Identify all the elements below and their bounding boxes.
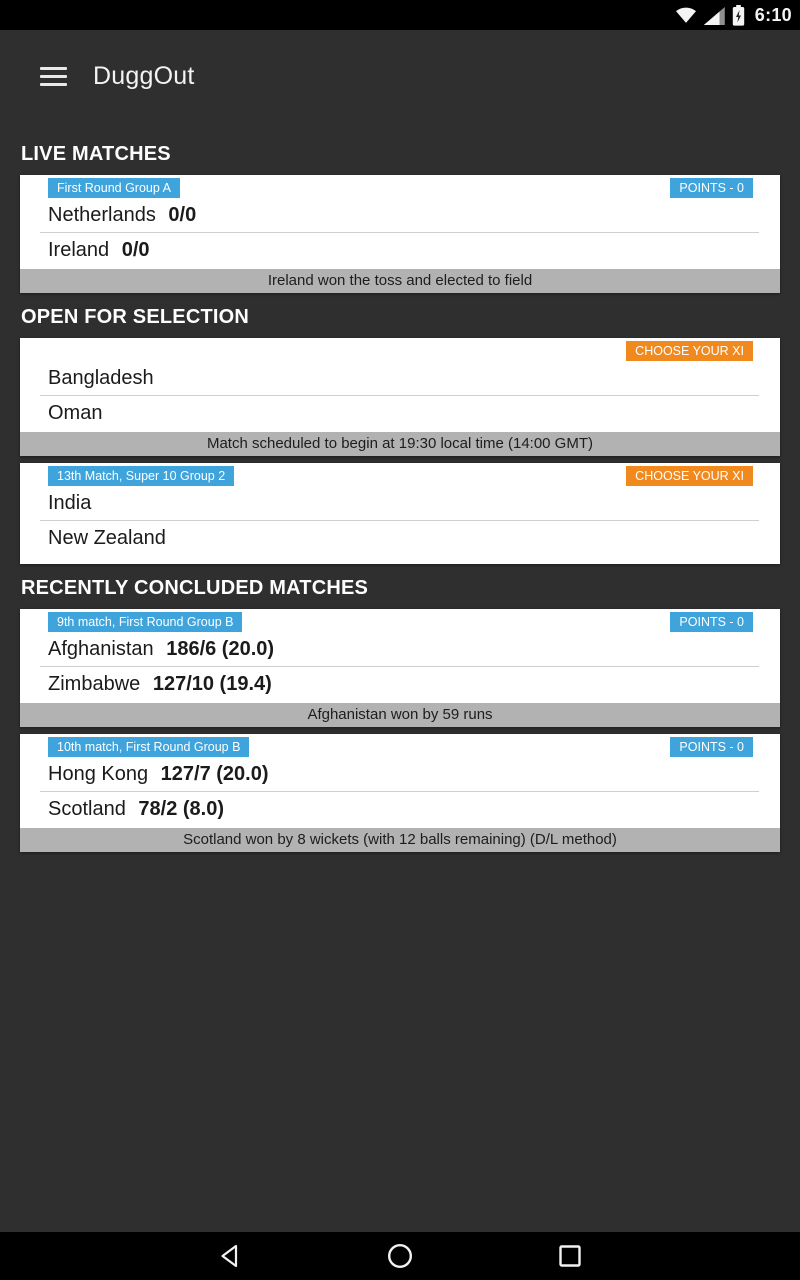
home-icon[interactable] (386, 1242, 414, 1270)
recents-icon[interactable] (556, 1242, 584, 1270)
wifi-icon (675, 6, 697, 24)
team-name: Bangladesh (48, 367, 154, 389)
team-row (20, 667, 780, 701)
match-info-badge: 10th match, First Round Group B (48, 737, 249, 757)
app-bar (0, 30, 800, 122)
status-bar (0, 0, 800, 30)
team-score: 127/10 (19.4) (152, 673, 272, 695)
team-name: Ireland (48, 239, 110, 261)
points-badge: POINTS - 0 (670, 737, 753, 757)
match-card-india-newzealand[interactable] (20, 463, 780, 564)
section-title-live-matches: LIVE MATCHES (21, 143, 171, 165)
team-name: Netherlands (48, 204, 156, 226)
team-score: 186/6 (20.0) (166, 638, 275, 660)
match-status-bar: Scotland won by 8 wickets (with 12 balls remaining) (D/L method) (20, 828, 780, 852)
team-row (20, 757, 780, 791)
section-title-open-for-selection: OPEN FOR SELECTION (21, 306, 250, 328)
team-row (20, 198, 780, 232)
match-status-bar: Ireland won the toss and elected to field (20, 269, 780, 293)
team-name: Scotland (48, 798, 126, 820)
match-info-badge: First Round Group A (48, 178, 180, 198)
team-score: 0/0 (168, 204, 197, 226)
team-name: Hong Kong (48, 763, 149, 785)
team-name: India (48, 492, 92, 514)
android-nav-bar (0, 1232, 800, 1280)
match-info-badge: 13th Match, Super 10 Group 2 (48, 466, 234, 486)
match-list (0, 143, 800, 852)
match-card-bangladesh-oman[interactable] (20, 338, 780, 456)
match-info-badge: 9th match, First Round Group B (48, 612, 242, 632)
match-status-bar: Afghanistan won by 59 runs (20, 703, 780, 727)
app-title: DuggOut (93, 61, 195, 90)
team-score: 127/7 (20.0) (160, 763, 269, 785)
team-row (20, 361, 780, 395)
team-row (20, 792, 780, 826)
match-status-bar: Match scheduled to begin at 19:30 local time (14:00 GMT) (20, 432, 780, 456)
team-row (20, 396, 780, 430)
team-name: Zimbabwe (48, 673, 141, 695)
team-name: New Zealand (48, 527, 166, 549)
team-name: Oman (48, 402, 103, 424)
hamburger-menu-icon[interactable] (40, 67, 67, 86)
battery-charging-icon (732, 5, 745, 26)
choose-your-xi-button[interactable]: CHOOSE YOUR XI (626, 466, 753, 486)
team-name: Afghanistan (48, 638, 154, 660)
section-title-recently-concluded: RECENTLY CONCLUDED MATCHES (21, 577, 369, 599)
status-time: 6:10 (754, 4, 792, 25)
points-badge: POINTS - 0 (670, 612, 753, 632)
match-card-afghanistan-zimbabwe[interactable] (20, 609, 780, 727)
team-row (20, 486, 780, 520)
match-card-netherlands-ireland[interactable] (20, 175, 780, 293)
points-badge: POINTS - 0 (670, 178, 753, 198)
match-card-hongkong-scotland[interactable] (20, 734, 780, 852)
cellular-signal-icon (704, 7, 725, 25)
team-row (20, 632, 780, 666)
choose-your-xi-button[interactable]: CHOOSE YOUR XI (626, 341, 753, 361)
team-row (20, 233, 780, 267)
team-row (20, 521, 780, 555)
team-score: 78/2 (8.0) (138, 798, 225, 820)
back-icon[interactable] (216, 1242, 244, 1270)
team-score: 0/0 (121, 239, 150, 261)
